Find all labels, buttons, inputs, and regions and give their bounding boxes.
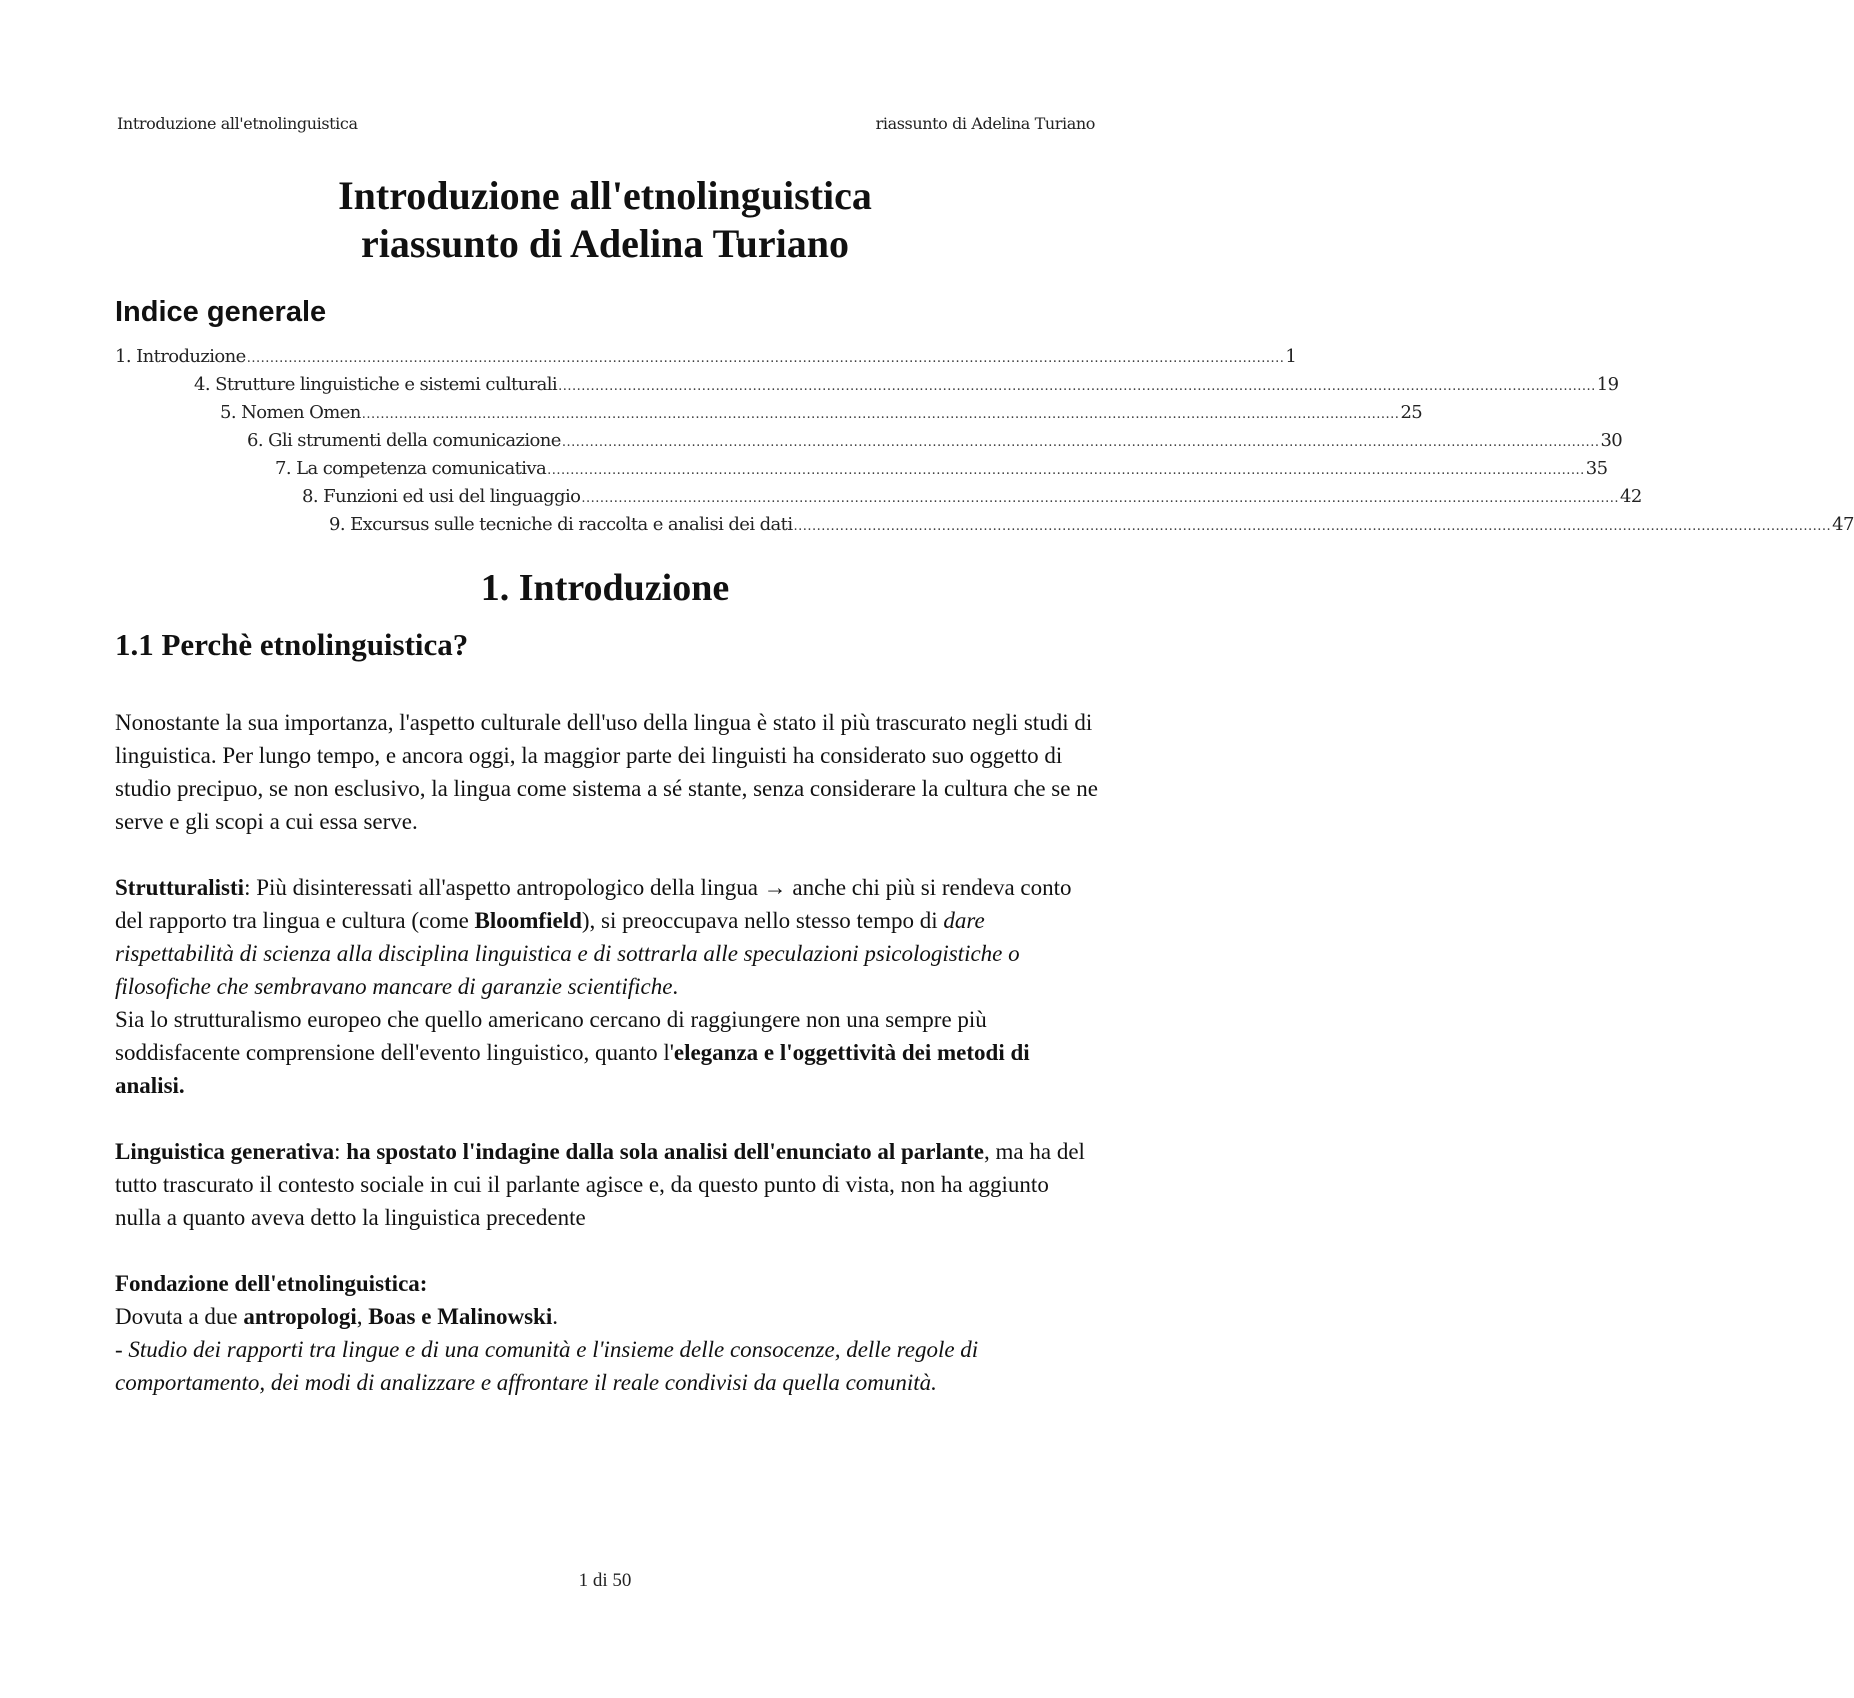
toc-leader: ................................................................................................................................................................................................................................ <box>558 379 1596 394</box>
toc-leader: ................................................................................................................................................................................................................................ <box>561 435 1600 450</box>
bold-segment: ha spostato l'indagine dalla sola analisi dell'enunciato al parlante <box>346 1139 985 1164</box>
paragraph-fondazione <box>115 1300 1100 1333</box>
header-right: riassunto di Adelina Turiano <box>875 114 1095 133</box>
term-strutturalisti: Strutturalisti <box>115 875 245 900</box>
toc-entry-label: 5. Nomen Omen <box>220 402 361 423</box>
text-segment: Dovuta a due <box>115 1304 244 1329</box>
toc-entry[interactable] <box>115 514 1854 542</box>
toc-entry-page: 35 <box>1585 458 1608 479</box>
subsection-heading: 1.1 Perchè etnolinguistica? <box>115 627 469 662</box>
toc-entry-label: 8. Funzioni ed usi del linguaggio <box>302 486 581 507</box>
paragraph-fondazione-italic: - Studio dei rapporti tra lingue e di una comunità e l'insieme delle consocenze, delle regole di comportamento, dei modi di analizzare e affrontare il reale condivisi da quella comunità. <box>115 1337 979 1395</box>
toc-entry-page: 25 <box>1400 402 1423 423</box>
toc-leader: ................................................................................................................................................................................................................................ <box>581 491 1620 506</box>
text-segment: Sia lo strutturalismo europeo che quello americano cercano di raggiungere non una sempre più soddisfacente comprensione dell'evento linguistico, quanto l' <box>115 1007 987 1065</box>
toc-entry-label: 6. Gli strumenti della comunicazione <box>247 430 561 451</box>
running-header <box>117 114 1095 133</box>
paragraph-generativa <box>115 1135 1100 1234</box>
toc-heading: Indice generale <box>115 296 327 328</box>
toc-entry-label: 7. La competenza comunicativa <box>275 458 547 479</box>
toc-entry[interactable] <box>115 346 1297 374</box>
section-heading: 1. Introduzione <box>480 567 730 609</box>
text-segment: . <box>552 1304 558 1329</box>
toc-leader: ................................................................................................................................................................................................................................ <box>361 407 1400 422</box>
header-left: Introduzione all'etnolinguistica <box>117 114 358 133</box>
toc-entry-label: 1. Introduzione <box>115 346 246 367</box>
text-segment: . <box>672 974 679 999</box>
table-of-contents <box>115 346 1854 542</box>
toc-entry[interactable] <box>115 402 1423 430</box>
paragraph-strutturalisti <box>115 871 1100 1003</box>
toc-entry[interactable] <box>115 486 1642 514</box>
page-number: 1 di 50 <box>578 1570 632 1591</box>
text-segment: : <box>334 1139 347 1164</box>
paragraph-strutturalismo <box>115 1003 1100 1102</box>
text-segment: , <box>356 1304 369 1329</box>
toc-entry-label: 9. Excursus sulle tecniche di raccolta e analisi dei dati <box>329 514 793 535</box>
document-title <box>0 172 1210 268</box>
toc-entry[interactable] <box>115 430 1623 458</box>
text-segment: , ma ha del tutto trascurato il contesto sociale in cui il parlante agisce e, da questo punto di vista, non ha aggiunto nulla a quanto aveva detto la linguistica precedente <box>115 1139 1085 1230</box>
paragraph-fondazione-heading: Fondazione dell'etnolinguistica: <box>115 1271 428 1296</box>
toc-entry-label: 4. Strutture linguistiche e sistemi culturali <box>194 374 558 395</box>
title-line-1: Introduzione all'etnolinguistica <box>338 173 872 218</box>
toc-entry[interactable] <box>115 374 1619 402</box>
toc-entry[interactable] <box>115 458 1608 486</box>
toc-entry-page: 42 <box>1620 486 1642 507</box>
toc-entry-page: 47 <box>1832 514 1854 535</box>
paragraph-intro: Nonostante la sua importanza, l'aspetto culturale dell'uso della lingua è stato il più trascurato negli studi di linguistica. Per lungo tempo, e ancora oggi, la maggior parte dei linguisti ha considerato suo oggetto di studio precipuo, se non esclusivo, la lingua come sistema a sé stante, senza considerare la cultura che se ne serve e gli scopi a cui essa serve. <box>115 710 1098 834</box>
title-line-2: riassunto di Adelina Turiano <box>361 221 849 266</box>
italic-quote: dare rispettabilità di scienza alla disciplina linguistica e di sottrarla alle speculazioni psicologistiche o filosofiche che sembravano mancare di garanzie scientifiche <box>115 908 1020 999</box>
body-text <box>115 706 1100 1399</box>
bold-segment: Boas e Malinowski <box>368 1304 553 1329</box>
toc-entry-page: 1 <box>1285 346 1297 367</box>
term-linguistica-generativa: Linguistica generativa <box>115 1139 335 1164</box>
text-segment: ), si preoccupava nello stesso tempo di <box>581 908 944 933</box>
toc-entry-page: 30 <box>1600 430 1623 451</box>
toc-entry-page: 19 <box>1596 374 1619 395</box>
toc-leader: ................................................................................................................................................................................................................................ <box>793 519 1832 534</box>
name-bloomfield: Bloomfield <box>474 908 582 933</box>
toc-leader: ................................................................................................................................................................................................................................ <box>547 463 1585 478</box>
text-segment: : Più disinteressati all'aspetto antropologico della lingua → anche chi più si rendeva conto del rapporto tra lingua e cultura (come <box>115 875 1072 933</box>
toc-leader: ................................................................................................................................................................................................................................ <box>246 351 1285 366</box>
bold-segment: antropologi <box>243 1304 357 1329</box>
bold-segment: eleganza e l'oggettività dei metodi di analisi. <box>115 1040 1030 1098</box>
